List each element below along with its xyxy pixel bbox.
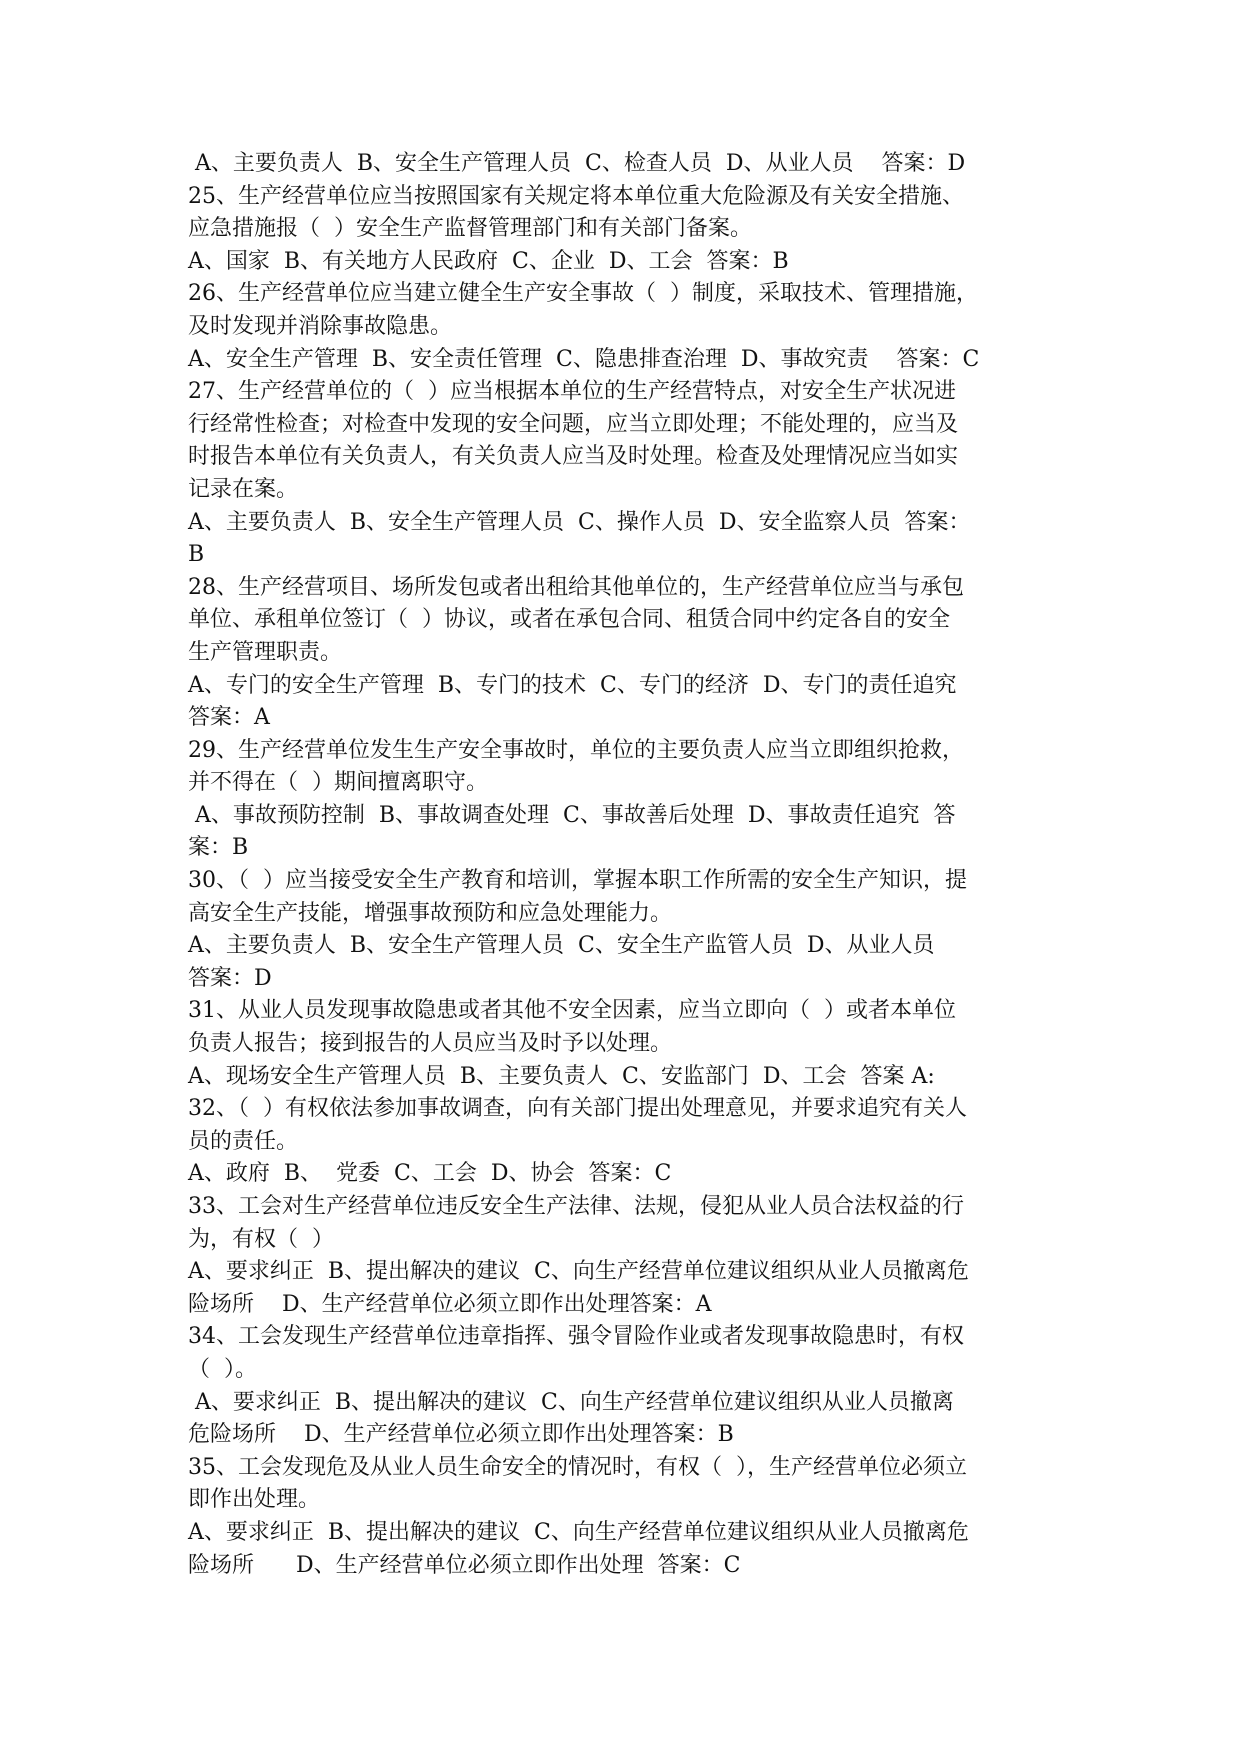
text-line: 记录在案。 <box>188 476 299 502</box>
text-line: 行经常性检查；对检查中发现的安全问题，应当立即处理；不能处理的，应当及 <box>188 411 959 437</box>
text-line: 30、（ ）应当接受安全生产教育和培训，掌握本职工作所需的安全生产知识，提 <box>188 868 967 894</box>
text-line: 即作出处理。 <box>188 1487 321 1513</box>
text-line: 答案：A <box>188 705 270 731</box>
text-line: 及时发现并消除事故隐患。 <box>188 313 453 339</box>
text-line: 33、工会对生产经营单位违反安全生产法律、法规，侵犯从业人员合法权益的行 <box>188 1194 964 1219</box>
text-line: A、事故预防控制 B、事故调查处理 C、事故善后处理 D、事故责任追究 答 <box>188 802 956 828</box>
text-line: 应急措施报（ ）安全生产监督管理部门和有关部门备案。 <box>188 216 752 242</box>
text-line: A、主要负责人 B、安全生产管理人员 C、安全生产监管人员 D、从业人员 <box>188 933 935 959</box>
text-line: 员的责任。 <box>188 1128 299 1154</box>
text-line: B <box>188 542 205 568</box>
text-line: 31、从业人员发现事故隐患或者其他不安全因素，应当立即向（ ）或者本单位 <box>188 998 956 1024</box>
text-line: A、政府 B、 党委 C、工会 D、协会 答案：C <box>188 1161 672 1187</box>
text-line: （ ）。 <box>188 1356 257 1382</box>
text-line: 34、工会发现生产经营单位违章指挥、强令冒险作业或者发现事故隐患时，有权 <box>188 1324 964 1350</box>
text-line: A、现场安全生产管理人员 B、主要负责人 C、安监部门 D、工会 答案 A: <box>188 1063 935 1089</box>
text-line: A、要求纠正 B、提出解决的建议 C、向生产经营单位建议组织从业人员撤离危 <box>188 1519 969 1545</box>
text-line: A、主要负责人 B、安全生产管理人员 C、检查人员 D、从业人员 答案：D <box>188 151 966 176</box>
text-line: 答案：D <box>188 965 272 991</box>
text-line: 生产管理职责。 <box>188 639 343 665</box>
text-line: 案：B <box>188 835 249 861</box>
text-line: 时报告本单位有关负责人，有关负责人应当及时处理。检查及处理情况应当如实 <box>188 444 959 470</box>
text-line: 险场所 D、生产经营单位必须立即作出处理答案：A <box>188 1291 712 1317</box>
text-line: 27、生产经营单位的（ ）应当根据本单位的生产经营特点，对安全生产状况进 <box>188 379 956 405</box>
text-line: 35、工会发现危及从业人员生命安全的情况时，有权（ ），生产经营单位必须立 <box>188 1454 967 1480</box>
text-line: 高安全生产技能，增强事故预防和应急处理能力。 <box>188 900 673 926</box>
text-line: 26、生产经营单位应当建立健全生产安全事故（ ）制度，采取技术、管理措施， <box>188 281 978 307</box>
text-line: 并不得在（ ）期间擅离职守。 <box>188 770 488 796</box>
text-line: A、安全生产管理 B、安全责任管理 C、隐患排查治理 D、事故究责 答案：C <box>188 346 980 372</box>
text-line: A、主要负责人 B、安全生产管理人员 C、操作人员 D、安全监察人员 答案： <box>188 509 971 535</box>
text-line: A、专门的安全生产管理 B、专门的技术 C、专门的经济 D、专门的责任追究 <box>188 672 957 698</box>
text-line: 为，有权（ ） <box>188 1226 334 1252</box>
text-line: 单位、承租单位签订（ ）协议，或者在承包合同、租赁合同中约定各自的安全 <box>188 607 950 633</box>
text-line: A、要求纠正 B、提出解决的建议 C、向生产经营单位建议组织从业人员撤离危 <box>188 1259 969 1285</box>
text-line: 负责人报告；接到报告的人员应当及时予以处理。 <box>188 1031 673 1057</box>
text-line: A、国家 B、有关地方人民政府 C、企业 D、工会 答案：B <box>188 248 789 274</box>
text-line: 32、（ ）有权依法参加事故调查，向有关部门提出处理意见，并要求追究有关人 <box>188 1096 967 1122</box>
text-line: 25、生产经营单位应当按照国家有关规定将本单位重大危险源及有关安全措施、 <box>188 183 964 209</box>
document-body <box>188 148 1068 1582</box>
text-line: A、要求纠正 B、提出解决的建议 C、向生产经营单位建议组织从业人员撤离 <box>188 1389 954 1415</box>
text-line: 险场所 D、生产经营单位必须立即作出处理 答案：C <box>188 1552 741 1578</box>
text-line: 危险场所 D、生产经营单位必须立即作出处理答案：B <box>188 1422 734 1448</box>
text-line: 29、生产经营单位发生生产安全事故时，单位的主要负责人应当立即组织抢救， <box>188 737 964 763</box>
text-line: 28、生产经营项目、场所发包或者出租给其他单位的，生产经营单位应当与承包 <box>188 574 964 600</box>
